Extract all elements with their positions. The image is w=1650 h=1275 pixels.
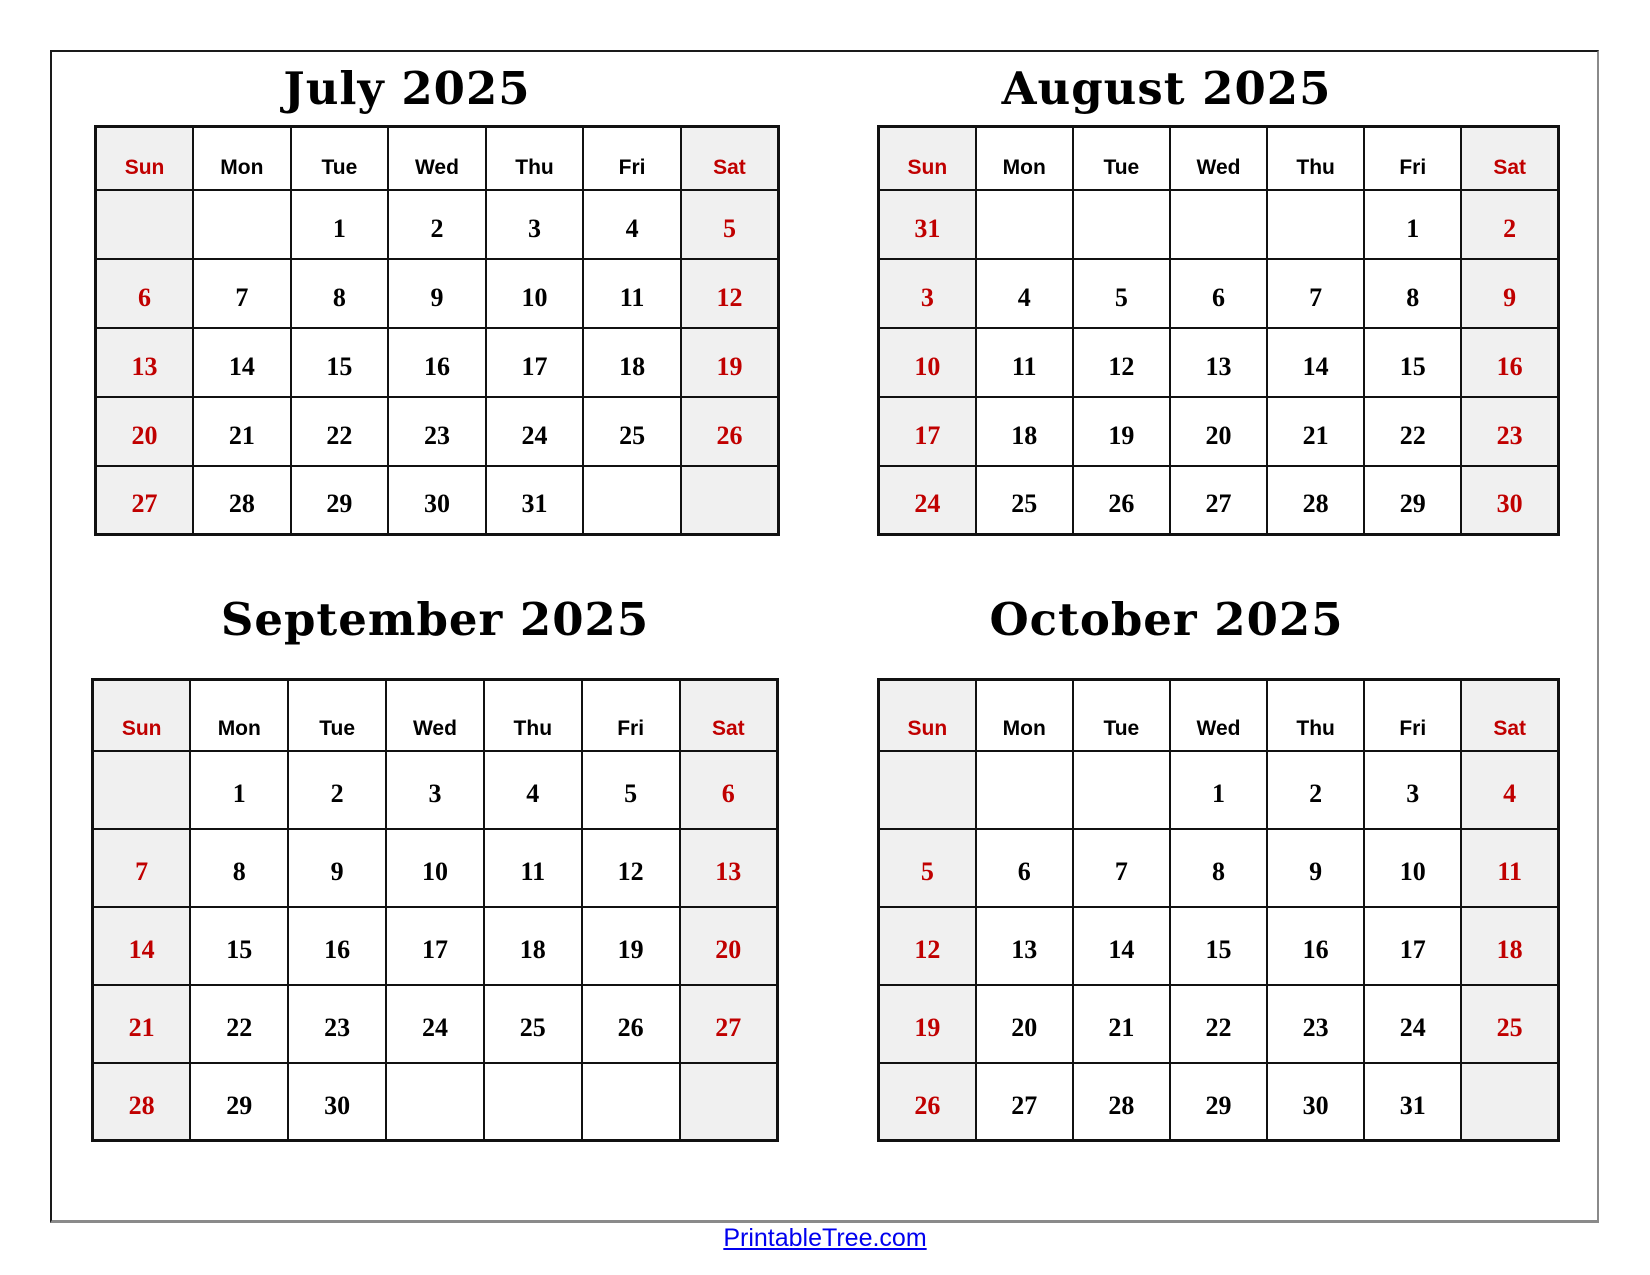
day-cell: 18 xyxy=(976,397,1073,466)
day-cell: 23 xyxy=(388,397,486,466)
weekday-header-sun: Sun xyxy=(93,680,191,751)
month-october xyxy=(877,575,1560,1142)
day-cell: 9 xyxy=(1461,259,1558,328)
day-cell: 19 xyxy=(582,907,680,985)
empty-cell xyxy=(193,190,291,259)
day-cell: 6 xyxy=(680,751,778,829)
week-row xyxy=(879,751,1559,829)
day-cell: 13 xyxy=(680,829,778,907)
day-cell: 23 xyxy=(1461,397,1558,466)
week-row xyxy=(96,190,779,259)
day-cell: 14 xyxy=(1073,907,1170,985)
day-cell: 24 xyxy=(1364,985,1461,1063)
week-row xyxy=(93,829,778,907)
weekday-header-mon: Mon xyxy=(976,127,1073,190)
day-cell: 2 xyxy=(388,190,486,259)
weekday-header-tue: Tue xyxy=(288,680,386,751)
weekday-header-sat: Sat xyxy=(1461,680,1558,751)
day-cell: 23 xyxy=(1267,985,1364,1063)
day-cell: 13 xyxy=(976,907,1073,985)
day-cell: 3 xyxy=(486,190,584,259)
weekday-header-tue: Tue xyxy=(1073,680,1170,751)
day-cell: 21 xyxy=(193,397,291,466)
day-cell: 21 xyxy=(93,985,191,1063)
day-cell: 1 xyxy=(1170,751,1267,829)
empty-cell xyxy=(386,1063,484,1141)
week-row xyxy=(93,751,778,829)
day-cell: 7 xyxy=(193,259,291,328)
day-cell: 17 xyxy=(386,907,484,985)
day-cell: 16 xyxy=(388,328,486,397)
day-cell: 20 xyxy=(680,907,778,985)
week-row xyxy=(879,190,1559,259)
day-cell: 14 xyxy=(193,328,291,397)
week-row xyxy=(879,328,1559,397)
weekday-header-row xyxy=(879,127,1559,190)
week-row xyxy=(879,466,1559,535)
day-cell: 4 xyxy=(583,190,681,259)
day-cell: 27 xyxy=(96,466,194,535)
month-title-july: July 2025 xyxy=(283,62,531,115)
day-cell: 11 xyxy=(583,259,681,328)
day-cell: 7 xyxy=(1073,829,1170,907)
day-cell: 12 xyxy=(879,907,976,985)
day-cell: 11 xyxy=(1461,829,1558,907)
empty-cell xyxy=(1461,1063,1558,1141)
day-cell: 21 xyxy=(1267,397,1364,466)
day-cell: 28 xyxy=(93,1063,191,1141)
weekday-header-wed: Wed xyxy=(1170,680,1267,751)
day-cell: 24 xyxy=(486,397,584,466)
day-cell: 6 xyxy=(1170,259,1267,328)
day-cell: 12 xyxy=(681,259,779,328)
weekday-header-sat: Sat xyxy=(680,680,778,751)
month-title-september: September 2025 xyxy=(220,593,650,646)
day-cell: 9 xyxy=(288,829,386,907)
weekday-header-mon: Mon xyxy=(190,680,288,751)
day-cell: 22 xyxy=(291,397,389,466)
week-row xyxy=(96,328,779,397)
day-cell: 8 xyxy=(1170,829,1267,907)
weekday-header-tue: Tue xyxy=(291,127,389,190)
day-cell: 28 xyxy=(1267,466,1364,535)
day-cell: 4 xyxy=(976,259,1073,328)
empty-cell xyxy=(96,190,194,259)
week-row xyxy=(96,259,779,328)
day-cell: 25 xyxy=(976,466,1073,535)
week-row xyxy=(879,985,1559,1063)
month-title-october: October 2025 xyxy=(989,593,1344,646)
weekday-header-wed: Wed xyxy=(1170,127,1267,190)
day-cell: 26 xyxy=(1073,466,1170,535)
day-cell: 3 xyxy=(386,751,484,829)
weekday-header-fri: Fri xyxy=(583,127,681,190)
weekday-header-thu: Thu xyxy=(1267,127,1364,190)
day-cell: 15 xyxy=(291,328,389,397)
day-cell: 25 xyxy=(583,397,681,466)
day-cell: 15 xyxy=(1364,328,1461,397)
day-cell: 30 xyxy=(388,466,486,535)
day-cell: 1 xyxy=(1364,190,1461,259)
weekday-header-row xyxy=(93,680,778,751)
empty-cell xyxy=(680,1063,778,1141)
day-cell: 5 xyxy=(879,829,976,907)
footer xyxy=(0,1224,1650,1253)
week-row xyxy=(879,829,1559,907)
day-cell: 31 xyxy=(1364,1063,1461,1141)
empty-cell xyxy=(1073,190,1170,259)
day-cell: 13 xyxy=(96,328,194,397)
day-cell: 7 xyxy=(93,829,191,907)
day-cell: 26 xyxy=(681,397,779,466)
day-cell: 12 xyxy=(1073,328,1170,397)
day-cell: 3 xyxy=(879,259,976,328)
day-cell: 17 xyxy=(486,328,584,397)
day-cell: 30 xyxy=(1267,1063,1364,1141)
day-cell: 15 xyxy=(190,907,288,985)
day-cell: 1 xyxy=(291,190,389,259)
week-row xyxy=(879,1063,1559,1141)
day-cell: 1 xyxy=(190,751,288,829)
day-cell: 22 xyxy=(1364,397,1461,466)
day-cell: 20 xyxy=(976,985,1073,1063)
day-cell: 13 xyxy=(1170,328,1267,397)
day-cell: 26 xyxy=(582,985,680,1063)
day-cell: 24 xyxy=(879,466,976,535)
day-cell: 30 xyxy=(1461,466,1558,535)
day-cell: 8 xyxy=(190,829,288,907)
month-september xyxy=(91,575,779,1142)
day-cell: 16 xyxy=(1461,328,1558,397)
day-cell: 8 xyxy=(291,259,389,328)
empty-cell xyxy=(976,190,1073,259)
day-cell: 11 xyxy=(484,829,582,907)
week-row xyxy=(879,907,1559,985)
day-cell: 10 xyxy=(486,259,584,328)
day-cell: 19 xyxy=(681,328,779,397)
day-cell: 19 xyxy=(1073,397,1170,466)
day-cell: 22 xyxy=(1170,985,1267,1063)
day-cell: 17 xyxy=(1364,907,1461,985)
day-cell: 22 xyxy=(190,985,288,1063)
day-cell: 2 xyxy=(288,751,386,829)
empty-cell xyxy=(879,751,976,829)
calendar-grid-september xyxy=(91,678,779,1142)
month-title-august: August 2025 xyxy=(1001,62,1332,115)
day-cell: 7 xyxy=(1267,259,1364,328)
day-cell: 10 xyxy=(386,829,484,907)
week-row xyxy=(879,259,1559,328)
empty-cell xyxy=(582,1063,680,1141)
weekday-header-fri: Fri xyxy=(1364,680,1461,751)
day-cell: 30 xyxy=(288,1063,386,1141)
day-cell: 28 xyxy=(193,466,291,535)
empty-cell xyxy=(976,751,1073,829)
day-cell: 2 xyxy=(1267,751,1364,829)
day-cell: 11 xyxy=(976,328,1073,397)
day-cell: 29 xyxy=(1170,1063,1267,1141)
week-row xyxy=(93,907,778,985)
empty-cell xyxy=(583,466,681,535)
day-cell: 5 xyxy=(681,190,779,259)
week-row xyxy=(879,397,1559,466)
day-cell: 9 xyxy=(1267,829,1364,907)
day-cell: 23 xyxy=(288,985,386,1063)
weekday-header-wed: Wed xyxy=(388,127,486,190)
weekday-header-sat: Sat xyxy=(1461,127,1558,190)
week-row xyxy=(96,397,779,466)
day-cell: 18 xyxy=(1461,907,1558,985)
day-cell: 16 xyxy=(288,907,386,985)
day-cell: 29 xyxy=(291,466,389,535)
day-cell: 31 xyxy=(879,190,976,259)
weekday-header-fri: Fri xyxy=(1364,127,1461,190)
month-august xyxy=(877,52,1560,536)
day-cell: 20 xyxy=(96,397,194,466)
day-cell: 14 xyxy=(1267,328,1364,397)
day-cell: 6 xyxy=(976,829,1073,907)
day-cell: 6 xyxy=(96,259,194,328)
day-cell: 28 xyxy=(1073,1063,1170,1141)
weekday-header-mon: Mon xyxy=(193,127,291,190)
weekday-header-thu: Thu xyxy=(1267,680,1364,751)
day-cell: 14 xyxy=(93,907,191,985)
day-cell: 25 xyxy=(1461,985,1558,1063)
empty-cell xyxy=(484,1063,582,1141)
weekday-header-row xyxy=(879,680,1559,751)
day-cell: 31 xyxy=(486,466,584,535)
weekday-header-tue: Tue xyxy=(1073,127,1170,190)
day-cell: 10 xyxy=(1364,829,1461,907)
day-cell: 4 xyxy=(1461,751,1558,829)
day-cell: 29 xyxy=(1364,466,1461,535)
weekday-header-mon: Mon xyxy=(976,680,1073,751)
day-cell: 24 xyxy=(386,985,484,1063)
week-row xyxy=(93,985,778,1063)
day-cell: 5 xyxy=(582,751,680,829)
weekday-header-fri: Fri xyxy=(582,680,680,751)
day-cell: 9 xyxy=(388,259,486,328)
day-cell: 15 xyxy=(1170,907,1267,985)
weekday-header-sun: Sun xyxy=(879,680,976,751)
day-cell: 18 xyxy=(484,907,582,985)
day-cell: 10 xyxy=(879,328,976,397)
weekday-header-thu: Thu xyxy=(486,127,584,190)
day-cell: 4 xyxy=(484,751,582,829)
day-cell: 18 xyxy=(583,328,681,397)
printabletree-link[interactable]: PrintableTree.com xyxy=(723,1224,927,1252)
day-cell: 3 xyxy=(1364,751,1461,829)
week-row xyxy=(93,1063,778,1141)
day-cell: 5 xyxy=(1073,259,1170,328)
day-cell: 27 xyxy=(1170,466,1267,535)
weekday-header-row xyxy=(96,127,779,190)
empty-cell xyxy=(1267,190,1364,259)
calendar-grid-october xyxy=(877,678,1560,1142)
day-cell: 26 xyxy=(879,1063,976,1141)
month-july xyxy=(94,52,780,536)
day-cell: 19 xyxy=(879,985,976,1063)
weekday-header-thu: Thu xyxy=(484,680,582,751)
day-cell: 25 xyxy=(484,985,582,1063)
day-cell: 27 xyxy=(680,985,778,1063)
day-cell: 27 xyxy=(976,1063,1073,1141)
day-cell: 16 xyxy=(1267,907,1364,985)
empty-cell xyxy=(1170,190,1267,259)
weekday-header-sun: Sun xyxy=(96,127,194,190)
day-cell: 20 xyxy=(1170,397,1267,466)
empty-cell xyxy=(681,466,779,535)
weekday-header-sat: Sat xyxy=(681,127,779,190)
week-row xyxy=(96,466,779,535)
calendar-grid-august xyxy=(877,125,1560,536)
empty-cell xyxy=(93,751,191,829)
day-cell: 21 xyxy=(1073,985,1170,1063)
day-cell: 12 xyxy=(582,829,680,907)
weekday-header-sun: Sun xyxy=(879,127,976,190)
calendar-grid-july xyxy=(94,125,780,536)
empty-cell xyxy=(1073,751,1170,829)
day-cell: 17 xyxy=(879,397,976,466)
day-cell: 8 xyxy=(1364,259,1461,328)
day-cell: 2 xyxy=(1461,190,1558,259)
day-cell: 29 xyxy=(190,1063,288,1141)
weekday-header-wed: Wed xyxy=(386,680,484,751)
